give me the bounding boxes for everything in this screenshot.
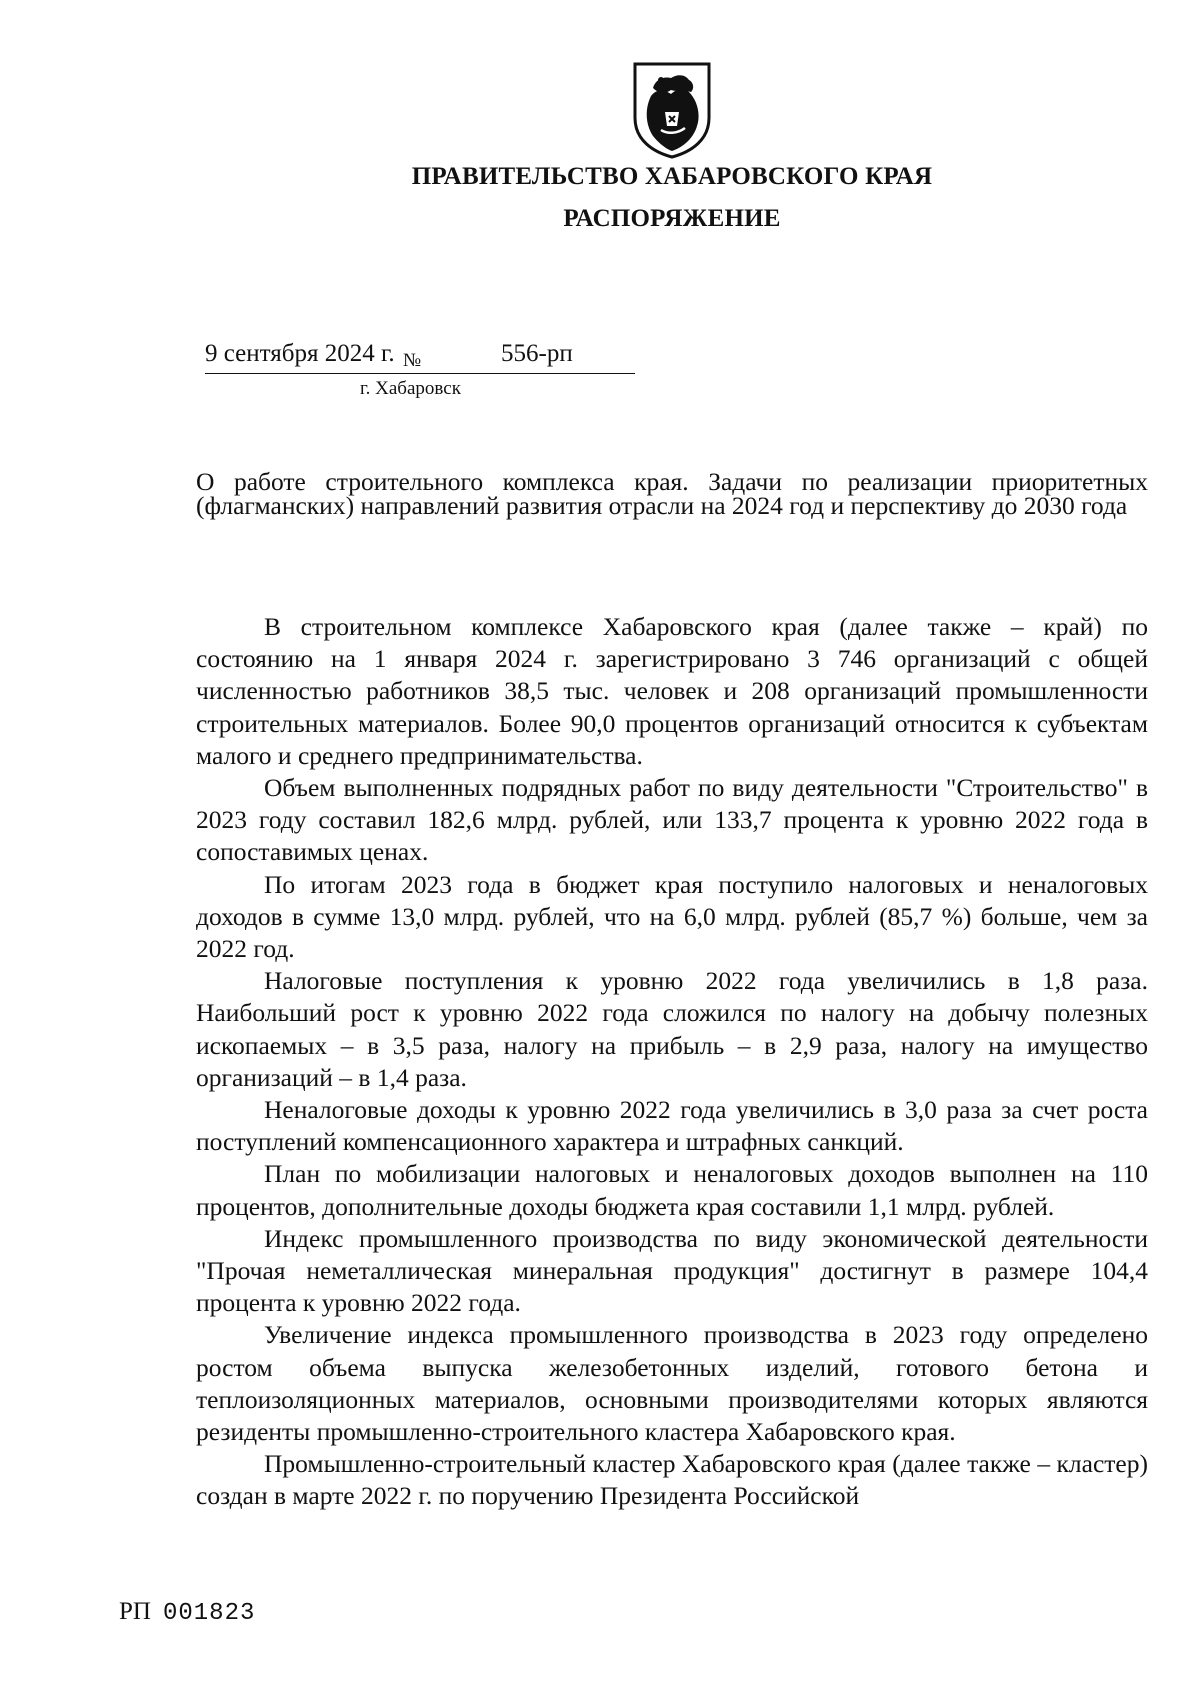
body-paragraph: Увеличение индекса промышленного производства в 2023 году определено ростом объема выпуска железобетонных изделий, готового бетона и теплоизоляционных материалов, основными производителями которых являются резиденты промышленно-строительного кластера Хабаровского края.	[196, 1320, 1148, 1447]
body-paragraph: По итогам 2023 года в бюджет края поступило налоговых и неналоговых доходов в сумме 13,0 млрд. рублей, что на 6,0 млрд. рублей (85,7 %) больше, чем за 2022 год.	[196, 869, 1148, 964]
body-paragraph: Неналоговые доходы к уровню 2022 года увеличились в 3,0 раза за счет роста поступлений компенсационного характера и штрафных санкций.	[196, 1095, 1148, 1157]
date-number-line	[205, 340, 635, 376]
document-type-title: РАСПОРЯЖЕНИЕ	[563, 205, 781, 232]
form-serial-number	[119, 1598, 255, 1627]
number-sign: №	[403, 350, 422, 371]
coat-of-arms-icon	[631, 60, 713, 160]
document-number: 556-рп	[501, 340, 573, 367]
body-paragraph: Промышленно-строительный кластер Хабаровского края (далее также – кластер) создан в марте 2022 г. по поручению Президента Российской	[196, 1449, 1148, 1511]
document-date: 9 сентября 2024 г.	[205, 340, 395, 367]
body-paragraph: Индекс промышленного производства по виду экономической деятельности "Прочая неметаллическая минеральная продукция" достигнут в размере 104,4 процента к уровню 2022 года.	[196, 1223, 1148, 1318]
document-subject: О работе строительного комплекса края. Задачи по реализации приоритетных (флагманских) направлений развития отрасли на 2024 год и перспективу до 2030 года	[196, 467, 1148, 520]
document-city: г. Хабаровск	[360, 378, 461, 399]
body-paragraph: Объем выполненных подрядных работ по виду деятельности "Строительство" в 2023 году составил 182,6 млрд. рублей, или 133,7 процента к уровню 2022 года в сопоставимых ценах.	[196, 773, 1148, 867]
document-body	[196, 611, 1148, 1513]
date-underline	[205, 373, 635, 374]
body-paragraph: Налоговые поступления к уровню 2022 года увеличились в 1,8 раза. Наибольший рост к уровню 2022 года сложился по налогу на добычу полезных ископаемых – в 3,5 раза, налогу на прибыль – в 2,9 раза, налогу на имущество организаций – в 1,4 раза.	[196, 966, 1148, 1092]
form-code: 001823	[162, 1600, 256, 1627]
body-paragraph: В строительном комплексе Хабаровского края (далее также – край) по состоянию на 1 января 2024 г. зарегистрировано 3 746 организаций с общей численностью работников 38,5 тыс. человек и 208 организаций промышленности строительных материалов. Более 90,0 процентов организаций относится к субъектам малого и среднего предпринимательства.	[196, 612, 1148, 770]
form-prefix: РП	[119, 1598, 151, 1625]
body-paragraph: План по мобилизации налоговых и неналоговых доходов выполнен на 110 процентов, дополнительные доходы бюджета края составили 1,1 млрд. рублей.	[196, 1159, 1148, 1221]
government-title: ПРАВИТЕЛЬСТВО ХАБАРОВСКОГО КРАЯ	[411, 163, 933, 190]
